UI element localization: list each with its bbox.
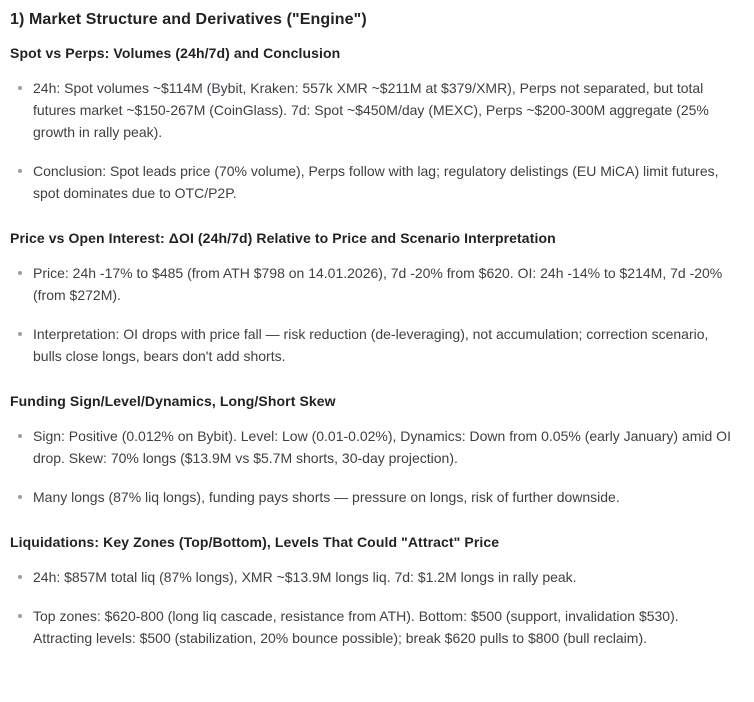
bullet-item xyxy=(33,605,734,649)
section-liquidations xyxy=(10,532,734,649)
bullet-text: 24h: Spot volumes ~$114M (Bybit, Kraken: 557k XMR ~$211M at $379/XMR), Perps not separated, but total futures market ~$150-267M (CoinGlass). 7d: Spot ~$450M/day (MEXC), Perps ~$200-300M aggregate (25% growth in rally peak). xyxy=(33,80,709,140)
bullet-text: Many longs (87% liq longs), funding pays shorts — pressure on longs, risk of further downside. xyxy=(33,489,620,505)
bullet-text: 24h: $857M total liq (87% longs), XMR ~$13.9M longs liq. 7d: $1.2M longs in rally peak. xyxy=(33,569,577,585)
bullet-item xyxy=(33,77,734,143)
bullet-dot-icon xyxy=(18,575,22,579)
bullet-item xyxy=(33,323,734,367)
bullet-dot-icon xyxy=(18,332,22,336)
section-funding xyxy=(10,391,734,508)
bullet-list xyxy=(10,262,734,367)
section-price-vs-open-interest xyxy=(10,228,734,367)
section-heading: Funding Sign/Level/Dynamics, Long/Short Skew xyxy=(10,393,336,409)
bullet-dot-icon xyxy=(18,169,22,173)
bullet-dot-icon xyxy=(18,614,22,618)
bullet-list xyxy=(10,425,734,508)
section-spot-vs-perps xyxy=(10,43,734,204)
bullet-text: Interpretation: OI drops with price fall — risk reduction (de-leveraging), not accumulation; correction scenario, bulls close longs, bears don't add shorts. xyxy=(33,326,709,364)
bullet-list xyxy=(10,77,734,204)
bullet-dot-icon xyxy=(18,86,22,90)
bullet-dot-icon xyxy=(18,495,22,499)
bullet-item xyxy=(33,425,734,469)
bullet-item xyxy=(33,160,734,204)
bullet-item xyxy=(33,566,734,588)
section-heading: Liquidations: Key Zones (Top/Bottom), Levels That Could "Attract" Price xyxy=(10,534,500,550)
bullet-dot-icon xyxy=(18,271,22,275)
bullet-item xyxy=(33,262,734,306)
section-heading: Price vs Open Interest: ΔOI (24h/7d) Relative to Price and Scenario Interpretation xyxy=(10,230,556,246)
bullet-dot-icon xyxy=(18,434,22,438)
bullet-text: Sign: Positive (0.012% on Bybit). Level: Low (0.01-0.02%), Dynamics: Down from 0.05% (early January) amid OI drop. Skew: 70% longs ($13.9M vs $5.7M shorts, 30-day projection). xyxy=(33,428,731,466)
bullet-text: Price: 24h -17% to $485 (from ATH $798 on 14.01.2026), 7d -20% from $620. OI: 24h -14% to $214M, 7d -20% (from $272M). xyxy=(33,265,723,303)
bullet-item xyxy=(33,486,734,508)
bullet-text: Conclusion: Spot leads price (70% volume), Perps follow with lag; regulatory delistings (EU MiCA) limit futures, spot dominates due to OTC/P2P. xyxy=(33,163,719,201)
bullet-text: Top zones: $620-800 (long liq cascade, resistance from ATH). Bottom: $500 (support, invalidation $530). Attracting levels: $500 (stabilization, 20% bounce possible); break $620 pulls to $800 (bull reclaim). xyxy=(33,608,679,646)
section-heading: Spot vs Perps: Volumes (24h/7d) and Conclusion xyxy=(10,45,341,61)
bullet-list xyxy=(10,566,734,649)
page-title: 1) Market Structure and Derivatives ("Engine") xyxy=(10,11,367,28)
